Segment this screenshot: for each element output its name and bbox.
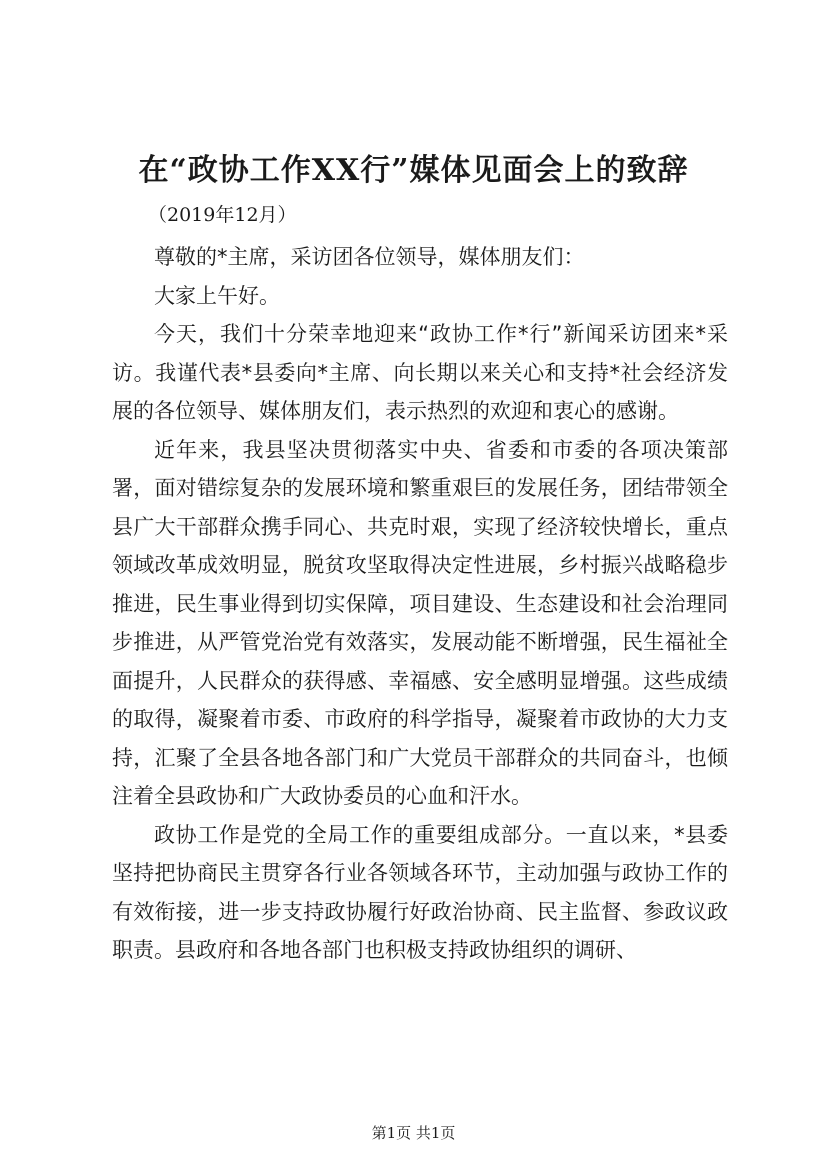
page-footer: 第1页 共1页 xyxy=(371,1124,456,1142)
salutation-paragraph: 尊敬的*主席，采访团各位领导，媒体朋友们： xyxy=(154,245,585,269)
document-title: 在“政协工作XX行”媒体见面会上的致辞 xyxy=(138,153,689,188)
greeting-paragraph: 大家上午好。 xyxy=(154,283,280,308)
document-body xyxy=(112,238,728,970)
document-date: （2019年12月） xyxy=(148,204,297,226)
welcome-paragraph: 今天，我们十分荣幸地迎来“政协工作*行”新闻采访团来*采访。我谨代表*县委向*主席、向长期以来关心和支持*社会经济发展的各位领导、媒体朋友们，表示热烈的欢迎和衷心的感谢。 xyxy=(112,322,728,423)
achievements-paragraph: 近年来，我县坚决贯彻落实中央、省委和市委的各项决策部署，面对错综复杂的发展环境和繁重艰巨的发展任务，团结带领全县广大干部群众携手同心、共克时艰，实现了经济较快增长，重点领域改革成效明显，脱贫攻坚取得决定性进展，乡村振兴战略稳步推进，民生事业得到切实保障，项目建设、生态建设和社会治理同步推进，从严管党治党有效落实，发展动能不断增强，民生福祉全面提升，人民群众的获得感、幸福感、安全感明显增强。这些成绩的取得，凝聚着市委、市政府的科学指导，凝聚着市政协的大力支持，汇聚了全县各地各部门和广大党员干部群众的共同奋斗，也倾注着全县政协和广大政协委员的心血和汗水。 xyxy=(112,437,728,808)
cppcc-work-paragraph: 政协工作是党的全局工作的重要组成部分。一直以来，*县委坚持把协商民主贯穿各行业各领域各环节，主动加强与政协工作的有效衔接，进一步支持政协履行好政治协商、民主监督、参政议政职责。县政府和各地各部门也积极支持政协组织的调研、 xyxy=(112,822,728,962)
